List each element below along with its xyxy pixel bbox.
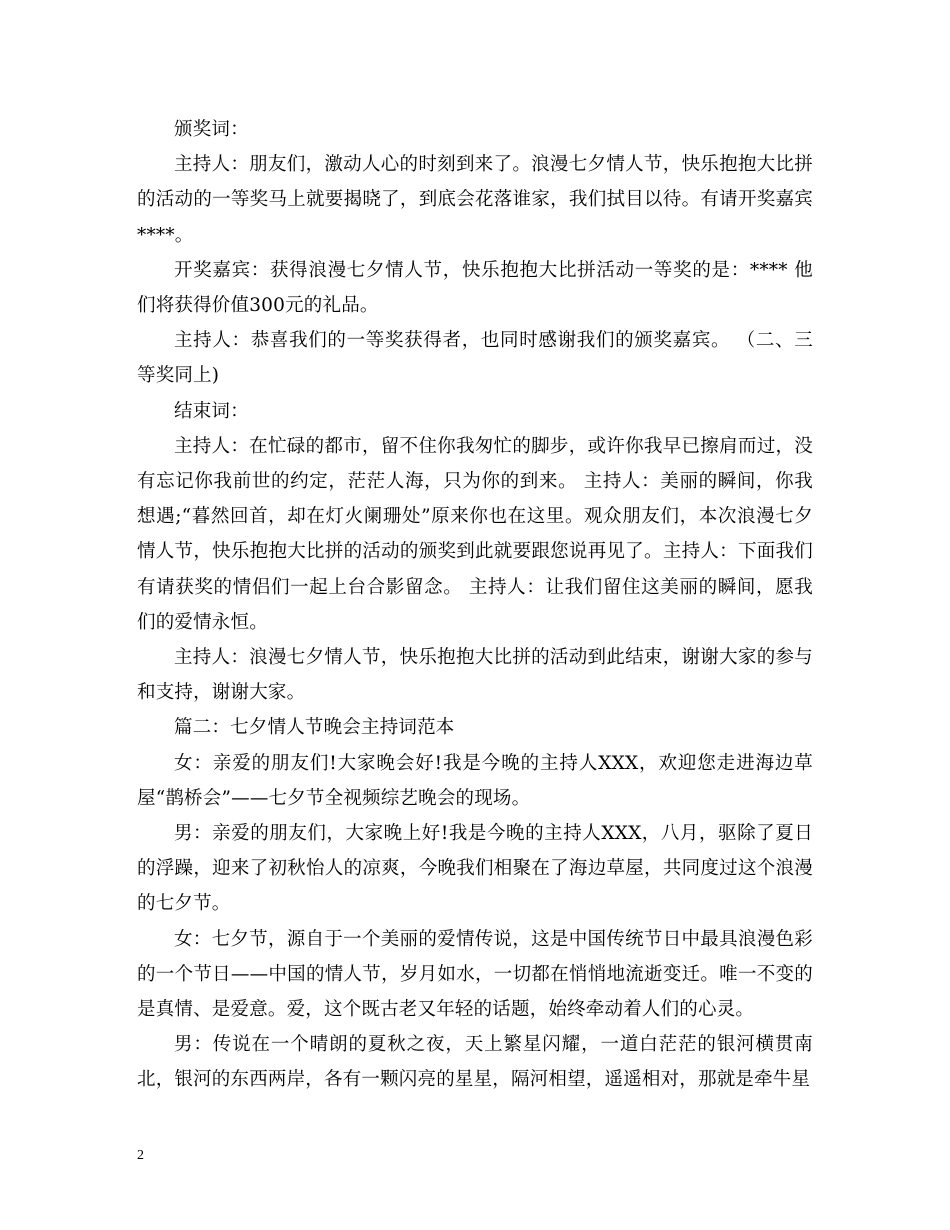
paragraph-presenter-announce: 开奖嘉宾：获得浪漫七夕情人节，快乐抱抱大比拼活动一等奖的是：**** 他们将获得价值300元的礼品。	[137, 259, 813, 317]
paragraph-male-host-1: 男：亲爱的朋友们，大家晚上好!我是今晚的主持人XXX，八月，驱除了夏日的浮躁，迎来了初秋怡人的凉爽，今晚我们相聚在了海边草屋，共同度过这个浪漫的七夕节。	[137, 823, 813, 915]
paragraph-female-host-2: 女：七夕节，源自于一个美丽的爱情传说，这是中国传统节日中最具浪漫色彩的一个节日——中国的情人节，岁月如水，一切都在悄悄地流逝变迁。唯一不变的是真情、是爱意。爱，这个既古老又年轻的话题，始终牵动着人们的心灵。	[137, 928, 813, 1021]
paragraph-closing-speech: 主持人：在忙碌的都市，留不住你我匆忙的脚步，或许你我早已擦肩而过，没有忘记你我前世的约定，茫茫人海，只为你的到来。 主持人：美丽的瞬间，你我想遇;“暮然回首，却在灯火阑珊处”原来你也在这里。观众朋友们，本次浪漫七夕情人节，快乐抱抱大比拼的活动的颁奖到此就要跟您说再见了。主持人：下面我们有请获奖的情侣们一起上台合影留念。 主持人：让我们留住这美丽的瞬间，愿我们的爱情永恒。	[137, 435, 813, 633]
page-number: 2	[137, 1148, 144, 1163]
paragraph-male-host-2: 男：传说在一个晴朗的夏秋之夜，天上繁星闪耀，一道白茫茫的银河横贯南北，银河的东西两岸，各有一颗闪亮的星星，隔河相望，遥遥相对，那就是牵牛星	[137, 1034, 813, 1091]
section-heading-part-two: 篇二：七夕情人节晚会主持词范本	[174, 717, 455, 739]
paragraph-host-announce: 主持人：朋友们，激动人心的时刻到来了。浪漫七夕情人节，快乐抱抱大比拼的活动的一等奖马上就要揭晓了，到底会花落谁家，我们拭目以待。有请开奖嘉宾****。	[137, 154, 813, 246]
paragraph-award-heading: 颁奖词：	[174, 119, 249, 140]
paragraph-female-host-1: 女：亲爱的朋友们!大家晚会好!我是今晚的主持人XXX，欢迎您走进海边草屋“鹊桥会”——七夕节全视频综艺晚会的现场。	[137, 752, 813, 809]
paragraph-closing-thanks: 主持人：浪漫七夕情人节，快乐抱抱大比拼的活动到此结束，谢谢大家的参与和支持，谢谢大家。	[137, 647, 813, 704]
document-body	[137, 112, 813, 1098]
paragraph-closing-heading: 结束词：	[174, 400, 249, 422]
paragraph-host-congrats: 主持人：恭喜我们的一等奖获得者，也同时感谢我们的颁奖嘉宾。 （二、三等奖同上)	[137, 330, 813, 387]
